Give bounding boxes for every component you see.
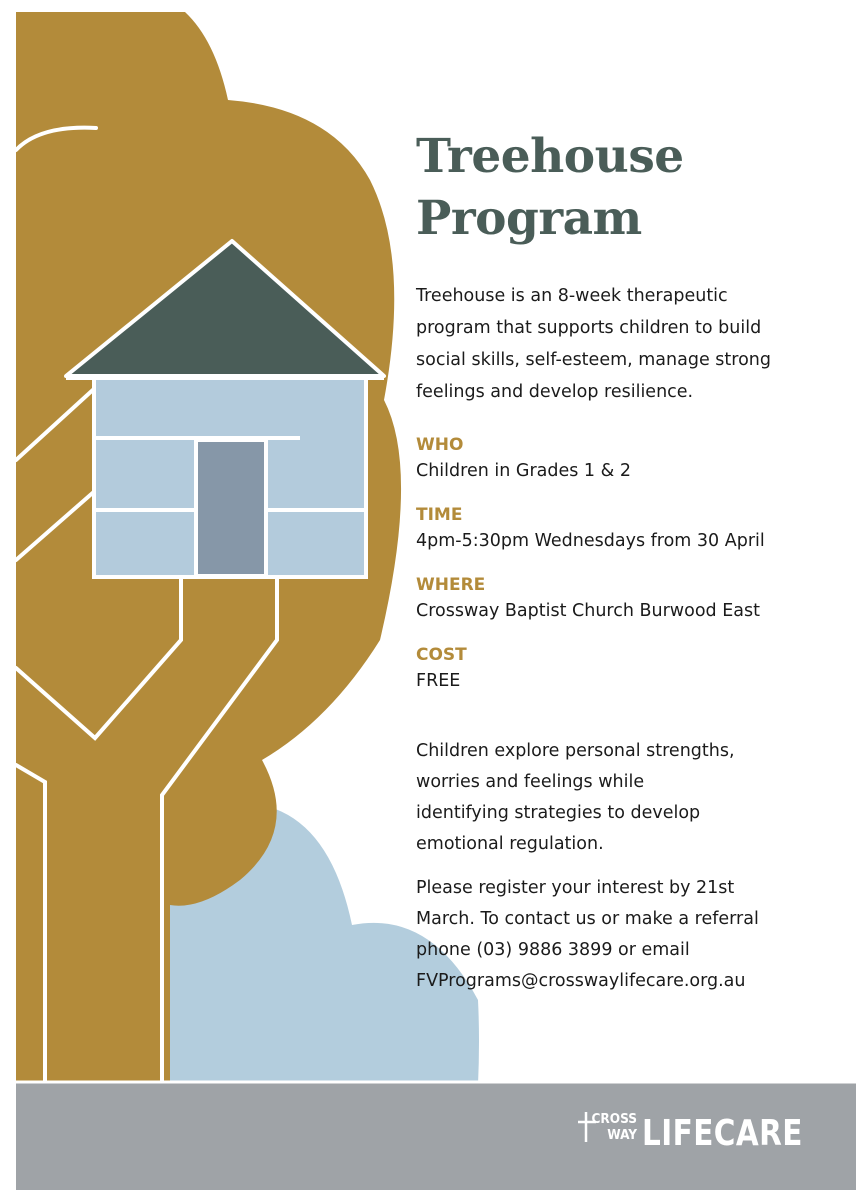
detail-heading: COST <box>416 645 467 665</box>
intro-line: social skills, self-esteem, manage strong <box>416 350 771 370</box>
intro-paragraph <box>416 280 836 408</box>
paragraph-line: worries and feelings while <box>416 772 645 792</box>
paragraph-line: phone (03) 9886 3899 or email <box>416 940 690 960</box>
paragraph-line: Children explore personal strengths, <box>416 741 735 761</box>
description-paragraph <box>416 736 836 860</box>
crossway-lifecare-logo <box>578 1108 818 1164</box>
title-line: Treehouse <box>416 129 684 184</box>
detail-value: FREE <box>416 671 461 691</box>
title-line: Program <box>416 191 642 246</box>
paragraph-line: emotional regulation. <box>416 834 604 854</box>
contact-paragraph <box>416 873 836 997</box>
logo-small-line: WAY <box>607 1127 637 1143</box>
detail-time <box>416 504 836 556</box>
intro-line: feelings and develop resilience. <box>416 382 694 402</box>
contact-email[interactable]: FVPrograms@crosswaylifecare.org.au <box>416 971 746 991</box>
detail-heading: WHO <box>416 435 464 455</box>
paragraph-line: Please register your interest by 21st <box>416 878 735 898</box>
detail-value: Children in Grades 1 & 2 <box>416 461 631 481</box>
content-column <box>416 126 836 997</box>
logo-wordmark: LIFECARE <box>642 1113 803 1154</box>
house-door <box>196 440 266 576</box>
detail-where <box>416 574 836 626</box>
detail-value: 4pm-5:30pm Wednesdays from 30 April <box>416 531 765 551</box>
intro-line: Treehouse is an 8-week therapeutic <box>416 286 728 306</box>
detail-heading: WHERE <box>416 575 486 595</box>
page-title <box>416 126 836 250</box>
detail-cost <box>416 644 836 696</box>
detail-heading: TIME <box>416 505 463 525</box>
paragraph-line: identifying strategies to develop <box>416 803 701 823</box>
logo-small-text <box>591 1111 637 1143</box>
detail-who <box>416 434 836 486</box>
logo-small-line: CROSS <box>591 1111 637 1127</box>
intro-line: program that supports children to build <box>416 318 762 338</box>
detail-value: Crossway Baptist Church Burwood East <box>416 601 760 621</box>
paragraph-line: March. To contact us or make a referral <box>416 909 759 929</box>
